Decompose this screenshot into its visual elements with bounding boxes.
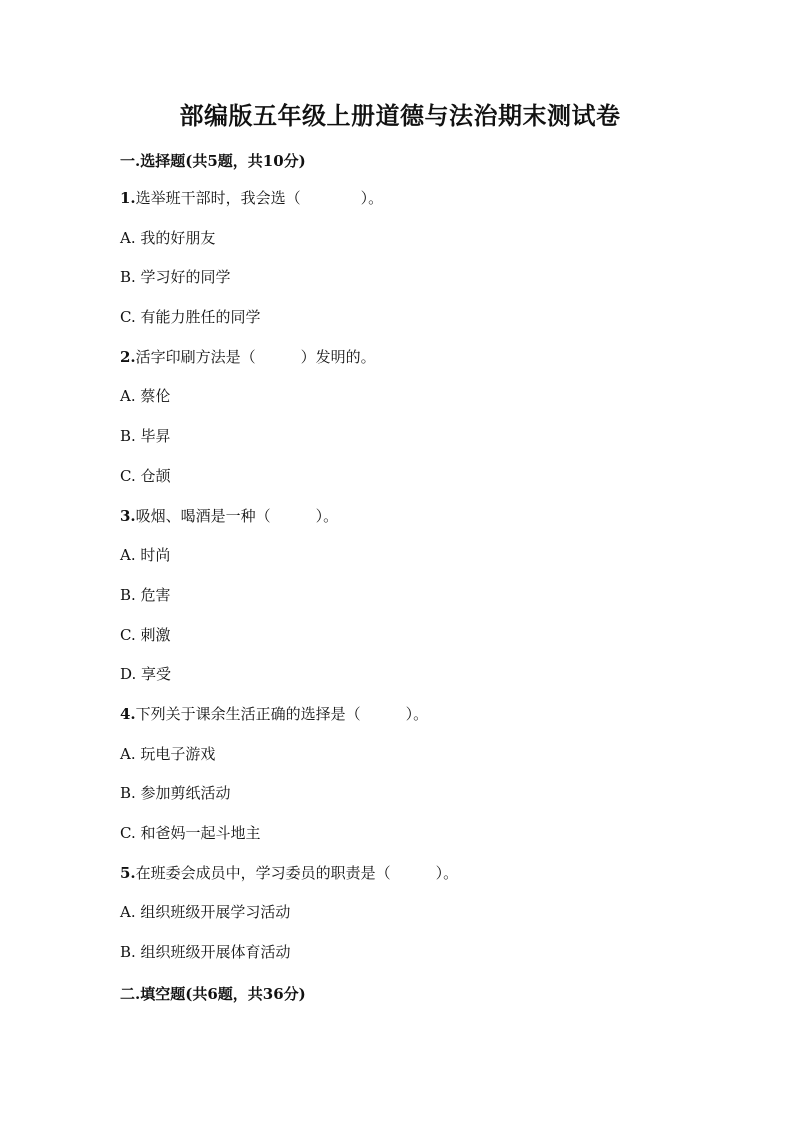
- question-text: 下列关于课余生活正确的选择是（ ）。: [135, 705, 429, 723]
- option-2c: C. 仓颉: [120, 467, 171, 485]
- question-text: 在班委会成员中，学习委员的职责是（ ）。: [135, 864, 459, 882]
- section-heading-choice: 一.选择题(共5题，共10分): [120, 152, 306, 170]
- option-5b: B. 组织班级开展体育活动: [120, 943, 291, 961]
- option-4a: A. 玩电子游戏: [120, 745, 216, 763]
- option-3b: B. 危害: [120, 586, 171, 604]
- option-1a: A. 我的好朋友: [120, 229, 216, 247]
- option-3d: D. 享受: [120, 665, 172, 683]
- question-1: [120, 188, 383, 208]
- section-heading-fill: 二.填空题(共6题，共36分): [120, 985, 306, 1003]
- question-number: 2.: [120, 348, 136, 366]
- option-3c: C. 刺激: [120, 626, 171, 644]
- question-text: 吸烟、喝酒是一种（ ）。: [135, 507, 339, 525]
- question-3: [120, 506, 338, 526]
- question-number: 4.: [120, 705, 136, 723]
- option-2a: A. 蔡伦: [120, 387, 171, 405]
- option-2b: B. 毕昇: [120, 427, 171, 445]
- question-5: [120, 863, 458, 883]
- option-3a: A. 时尚: [120, 546, 171, 564]
- question-number: 1.: [120, 189, 136, 207]
- question-4: [120, 704, 428, 724]
- question-number: 3.: [120, 507, 136, 525]
- option-5a: A. 组织班级开展学习活动: [120, 903, 291, 921]
- question-text: 活字印刷方法是（ ）发明的。: [135, 348, 376, 366]
- option-4b: B. 参加剪纸活动: [120, 784, 231, 802]
- question-2: [120, 347, 376, 367]
- question-text: 选举班干部时，我会选（ ）。: [135, 189, 384, 207]
- option-1b: B. 学习好的同学: [120, 268, 231, 286]
- option-1c: C. 有能力胜任的同学: [120, 308, 261, 326]
- option-4c: C. 和爸妈一起斗地主: [120, 824, 261, 842]
- question-number: 5.: [120, 864, 136, 882]
- page-title: 部编版五年级上册道德与法治期末测试卷: [179, 101, 621, 130]
